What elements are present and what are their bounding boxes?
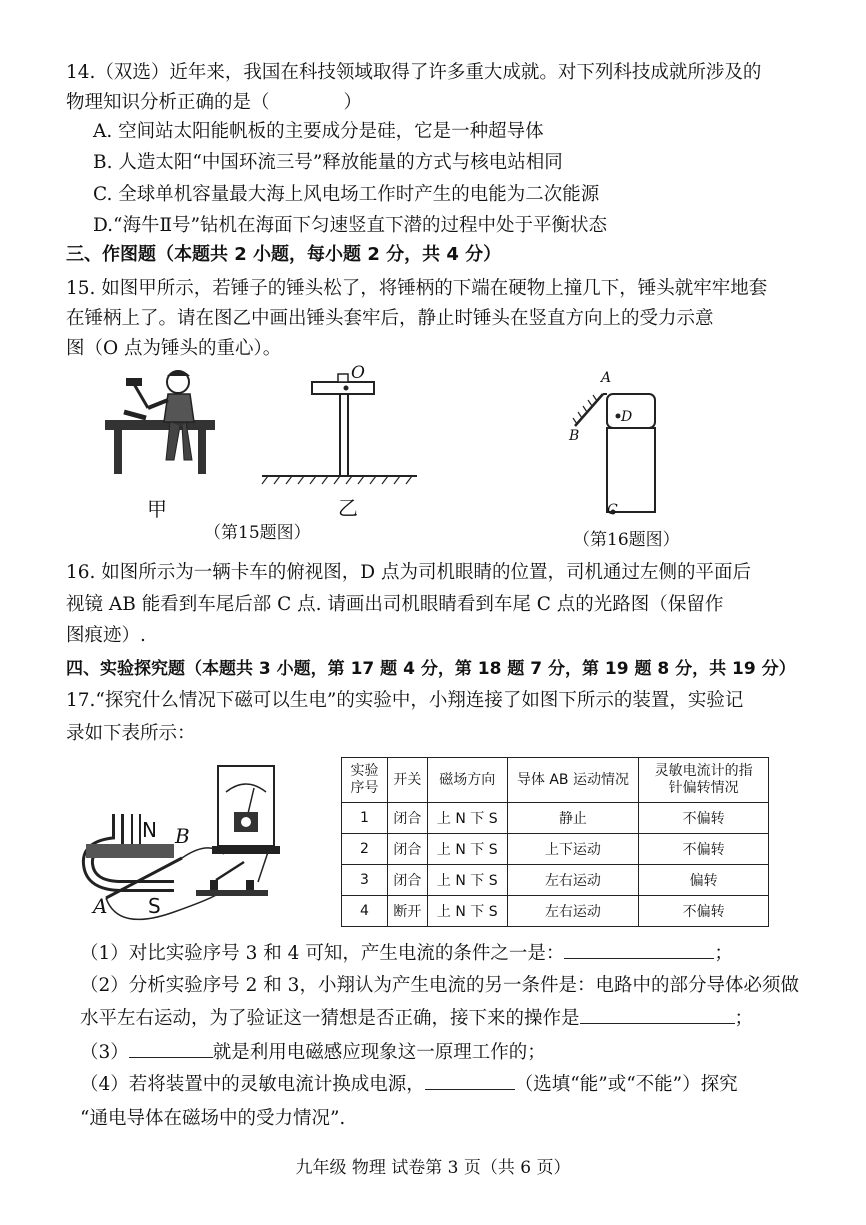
q14-option-a: A. 空间站太阳能帆板的主要成分是硅，它是一种超导体	[93, 121, 544, 142]
table-cell: 上 N 下 S	[427, 834, 507, 865]
q17-part3-text: 就是利用电磁感应现象这一原理工作的；	[212, 1042, 546, 1063]
table-cell: 不偏转	[639, 803, 769, 834]
q16-line1: 16. 如图所示为一辆卡车的俯视图，D 点为司机眼睛的位置，司机通过左侧的平面后	[66, 562, 752, 583]
table-cell: 左右运动	[507, 896, 639, 927]
figure15-caption: （第15题图）	[204, 523, 311, 543]
figure17-point-b: B	[175, 824, 190, 848]
table-cell: 上下运动	[507, 834, 639, 865]
table-cell: 4	[342, 896, 388, 927]
table-row	[342, 896, 769, 927]
table-cell: 静止	[507, 803, 639, 834]
q17-part2-line2	[80, 1006, 753, 1032]
q14-stem-line1: 14.（双选）近年来，我国在科技领域取得了许多重大成就。对下列科技成就所涉及的	[66, 62, 762, 83]
figure-jia-hammering	[100, 360, 230, 485]
q17-part3	[80, 1040, 546, 1066]
figure16-point-a: A	[601, 370, 612, 386]
table-cell: 1	[342, 803, 388, 834]
table-cell: 不偏转	[639, 896, 769, 927]
q17-line1: 17.“探究什么情况下磁可以生电”的实验中，小翔连接了如图下所示的装置，实验记	[66, 690, 744, 711]
table-row	[342, 803, 769, 834]
q15-line2: 在锤柄上了。请在图乙中画出锤头套牢后，静止时锤头在竖直方向上的受力示意	[66, 308, 714, 329]
table-header-cell: 灵敏电流计的指针偏转情况	[639, 758, 769, 803]
figure16-caption: （第16题图）	[573, 530, 680, 550]
q15-line1: 15. 如图甲所示，若锤子的锤头松了，将锤柄的下端在硬物上撞几下，锤头就牢牢地套	[66, 278, 768, 299]
figure16-truck-top-view	[563, 380, 673, 520]
section3-title: 三、作图题（本题共 2 小题，每小题 2 分，共 4 分）	[66, 244, 502, 265]
q17-part4-line2: “通电导体在磁场中的受力情况”.	[80, 1108, 346, 1129]
q17-part4-line1	[80, 1072, 738, 1098]
table-row	[342, 834, 769, 865]
q14-option-b: B. 人造太阳“中国环流三号”释放能量的方式与核电站相同	[93, 152, 563, 173]
table-cell: 上 N 下 S	[427, 896, 507, 927]
q17-part2-end: ；	[734, 1008, 754, 1029]
q14-stem-line2: 物理知识分析正确的是（ ）	[66, 92, 363, 113]
table-row	[342, 865, 769, 896]
answer-blank-2[interactable]	[580, 1023, 735, 1024]
q17-part4-text-b: （选填“能”或“不能”）探究	[514, 1074, 738, 1095]
table-cell: 3	[342, 865, 388, 896]
figure-yi-hammer	[262, 370, 422, 490]
table-cell: 断开	[387, 896, 427, 927]
figure-jia-label: 甲	[147, 497, 167, 521]
table-cell: 偏转	[639, 865, 769, 896]
q17-part1	[80, 941, 733, 967]
table-cell: 左右运动	[507, 865, 639, 896]
q17-part2-line1: （2）分析实验序号 2 和 3，小翔认为产生电流的另一条件是：电路中的部分导体必须做	[80, 975, 799, 996]
table-header-cell: 磁场方向	[427, 758, 507, 803]
page-footer: 九年级 物理 试卷第 3 页（共 6 页）	[295, 1158, 571, 1178]
table-cell: 2	[342, 834, 388, 865]
figure16-point-d: D	[621, 409, 633, 425]
figure17-magnet-n: N	[142, 818, 157, 842]
q17-part1-text: （1）对比实验序号 3 和 4 可知，产生电流的条件之一是：	[80, 943, 565, 964]
table-cell: 上 N 下 S	[427, 865, 507, 896]
figure17-magnet-s: S	[148, 894, 161, 918]
figure-yi-label: 乙	[338, 496, 358, 520]
table-cell: 不偏转	[639, 834, 769, 865]
q15-line3: 图（O 点为锤头的重心）。	[66, 338, 282, 359]
answer-blank-1[interactable]	[564, 958, 714, 959]
q17-part3-start: （3）	[80, 1042, 129, 1063]
section4-title: 四、实验探究题（本题共 3 小题，第 17 题 4 分，第 18 题 7 分，第 19 题 8 分，共 19 分）	[66, 659, 796, 679]
table-header-cell: 导体 AB 运动情况	[507, 758, 639, 803]
table-header-cell: 实验序号	[342, 758, 388, 803]
figure16-point-c: C	[607, 502, 618, 518]
table-cell: 上 N 下 S	[427, 803, 507, 834]
q17-part1-end: ；	[714, 943, 733, 964]
q14-option-d: D.“海牛Ⅱ号”钻机在海面下匀速竖直下潜的过程中处于平衡状态	[93, 215, 608, 236]
experiment-record-table	[341, 757, 769, 927]
answer-blank-3[interactable]	[129, 1057, 213, 1058]
table-header-cell: 开关	[387, 758, 427, 803]
q17-part2-text: 水平左右运动，为了验证这一猜想是否正确，接下来的操作是	[80, 1008, 580, 1029]
q14-option-c: C. 全球单机容量最大海上风电场工作时产生的电能为二次能源	[93, 184, 600, 205]
table-header-row	[342, 758, 769, 803]
q16-line3: 图痕迹）.	[66, 625, 146, 646]
q17-line2: 录如下表所示：	[66, 723, 196, 744]
table-cell: 闭合	[387, 834, 427, 865]
table-cell: 闭合	[387, 865, 427, 896]
q17-part4-text-a: （4）若将装置中的灵敏电流计换成电源，	[80, 1074, 425, 1095]
figure17-apparatus	[78, 762, 338, 922]
figure16-point-b: B	[569, 428, 580, 444]
table-cell: 闭合	[387, 803, 427, 834]
figure-yi-point-o: O	[351, 363, 365, 383]
q16-line2: 视镜 AB 能看到车尾后部 C 点. 请画出司机眼睛看到车尾 C 点的光路图（保留作	[66, 594, 724, 615]
answer-blank-4[interactable]	[425, 1089, 515, 1090]
figure17-point-a: A	[93, 894, 108, 918]
